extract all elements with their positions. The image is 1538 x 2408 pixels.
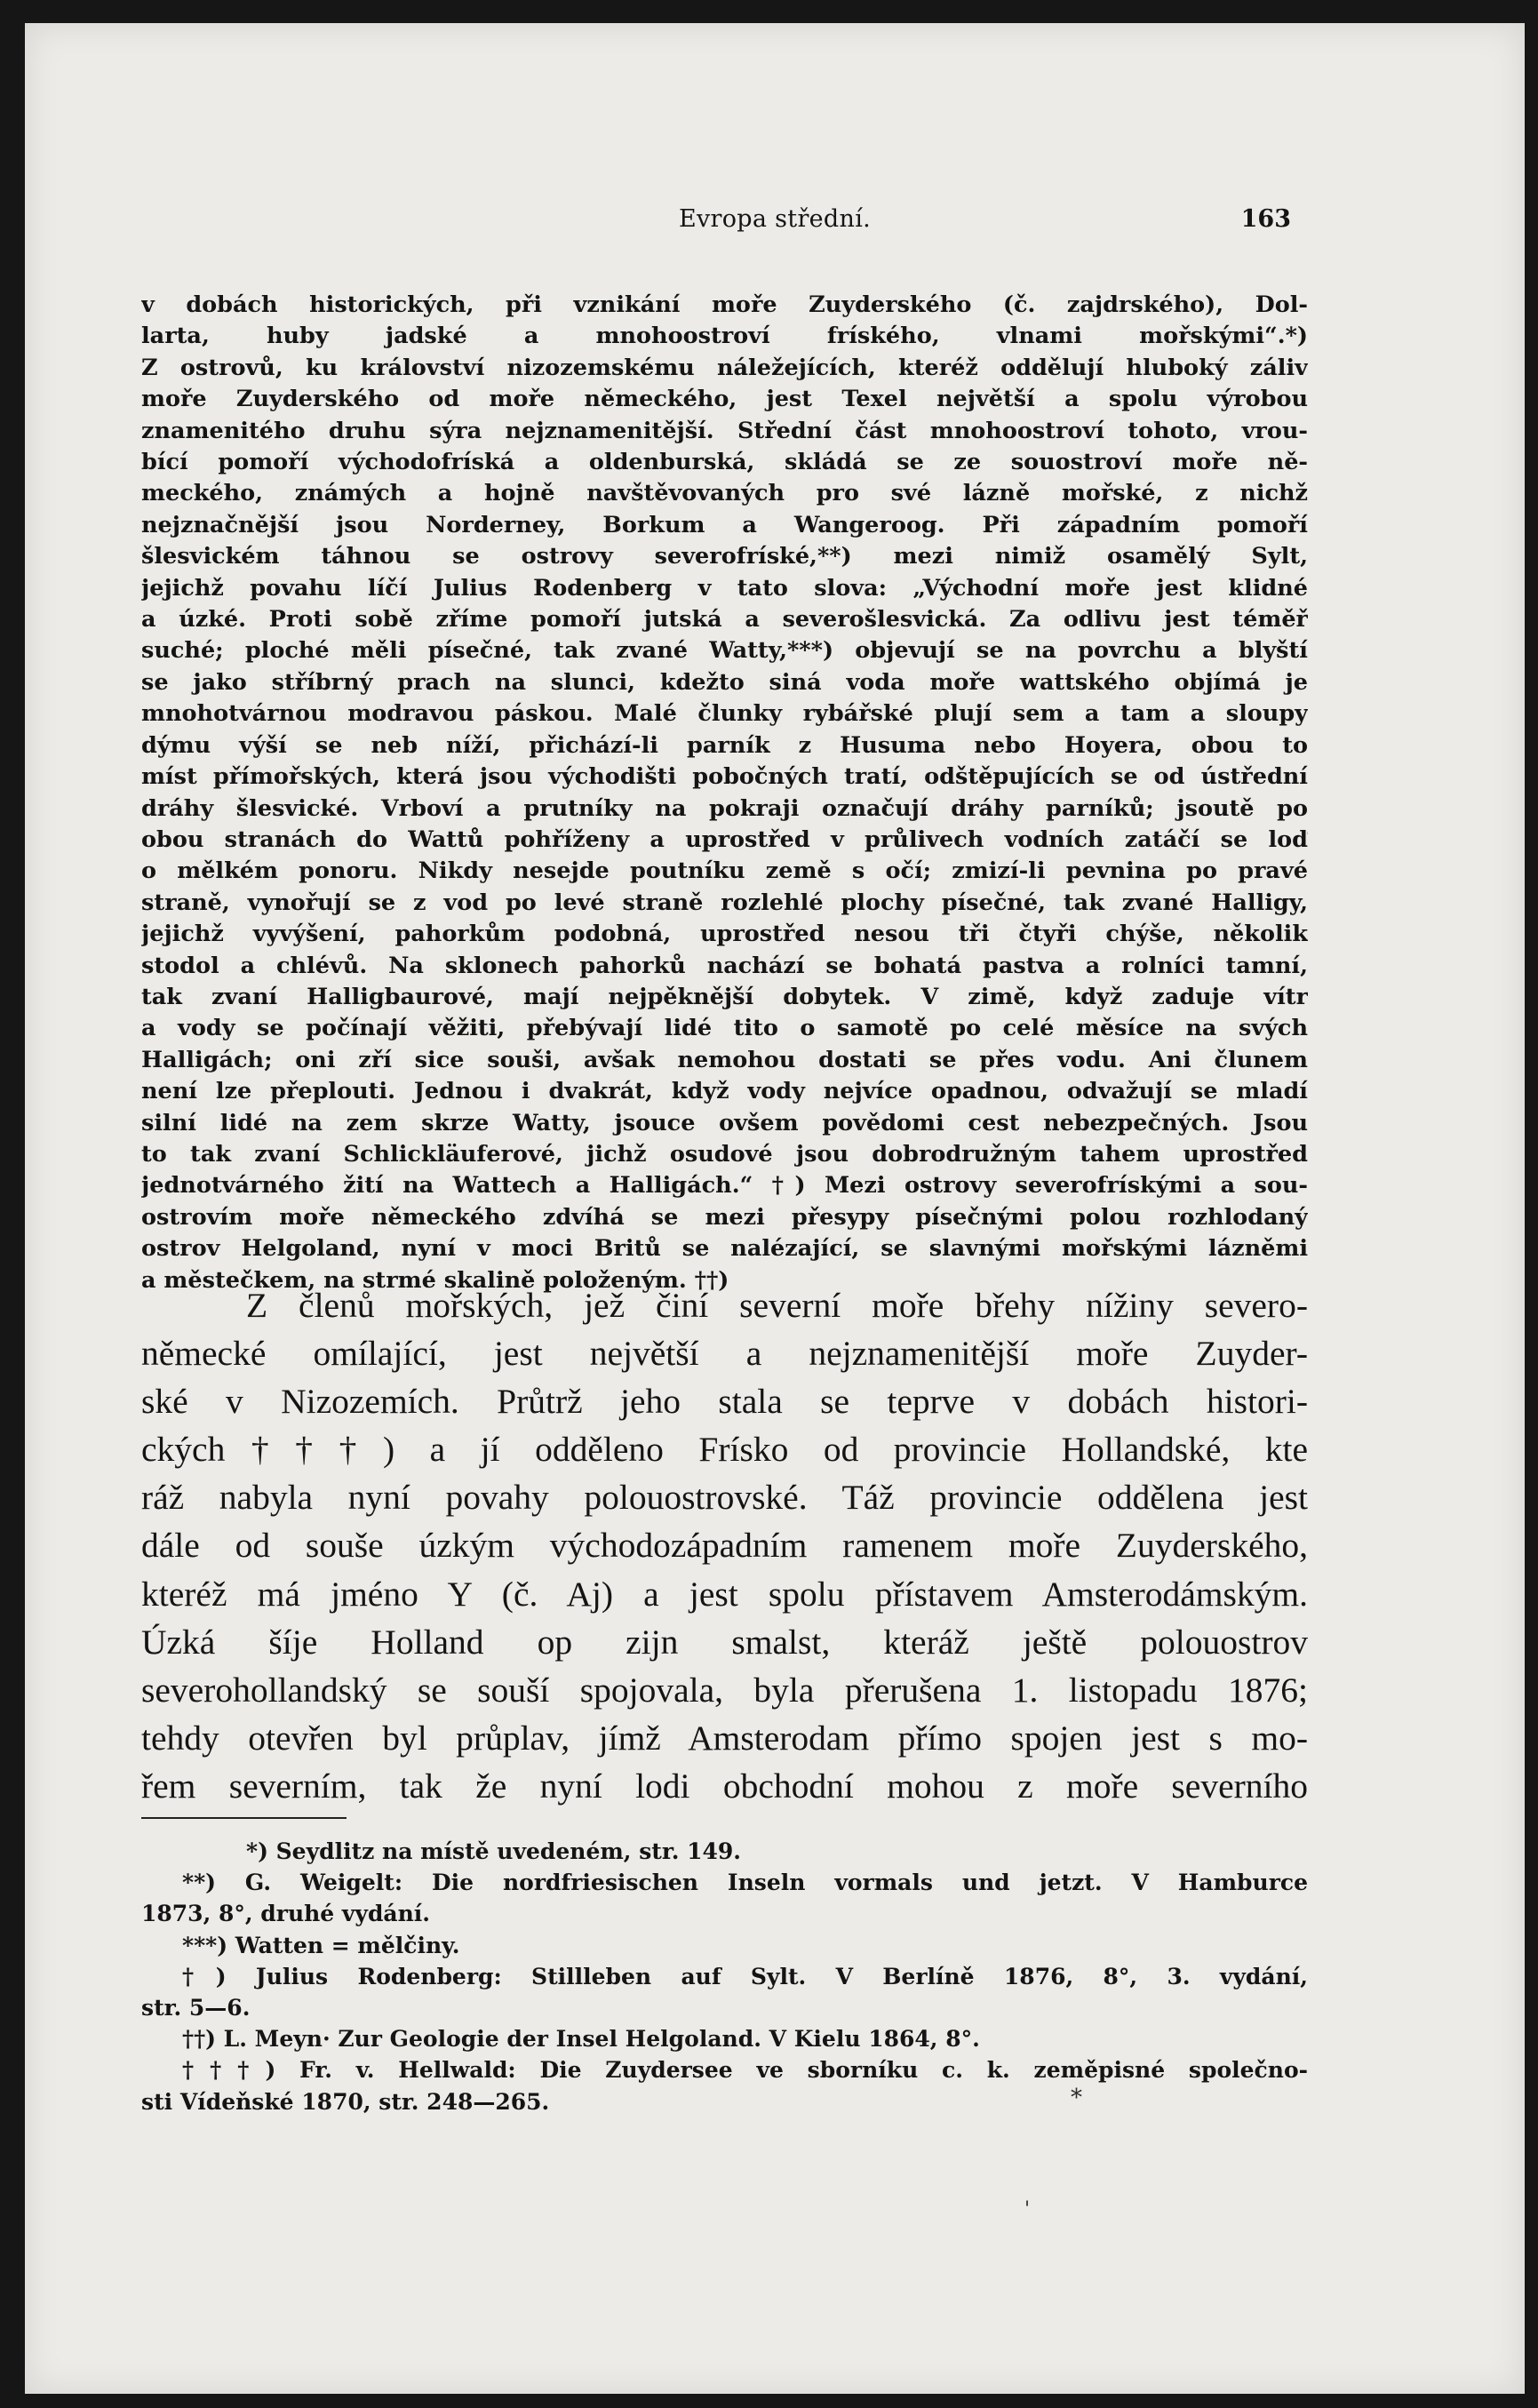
text-line: Z ostrovů, ku království nizozemskému náležejících, kteréž oddělují hluboký záliv [141,354,1308,381]
text-line: Halligách; oni zří sice souši, avšak nemohou dostati se přes vodu. Ani člunem [141,1046,1308,1073]
text-line: není lze přeplouti. Jednou i dvakrát, když vody nejvíce opadnou, odvažují se mladí [141,1078,1308,1105]
footnote-rule [141,1817,347,1819]
book-page [25,23,1525,2394]
text-line: dráhy šlesvické. Vrboví a prutníky na pokraji označují dráhy parníků; jsoutě po [141,794,1308,822]
text-line: to tak zvaní Schlickläuferové, jichž osudové jsou dobrodružným tahem uprostřed [141,1140,1308,1168]
text-line: larta, huby jadské a mnohoostroví fríského, vlnami mořskými“.*) [141,323,1308,350]
small-print-paragraph [141,290,1308,1296]
text-line: bící pomoří východofríská a oldenburská, skládá se ze souostroví moře ně- [141,449,1308,476]
text-line: ostrovím moře německého zdvíhá se mezi přesypy písečnými polou rozhlodaný [141,1203,1308,1231]
text-line: severohollandský se souší spojovala, byla přerušena 1. listopadu 1876; [141,1670,1308,1710]
footnotes [141,1836,1308,2117]
text-line: ckých†††) a jí odděleno Frísko od provincie Hollandské, kte [141,1430,1308,1470]
text-line: znamenitého druhu sýra nejznamenitější. Střední část mnohoostroví tohoto, vrou- [141,417,1308,444]
page-header [25,205,1525,241]
text-line: stodol a chlévů. Na sklonech pahorků nachází se bohatá pastva a rolníci tamní, [141,952,1308,979]
text-line: o mělkém ponoru. Nikdy nesejde poutníku země s očí; zmizí-li pevnina po pravé [141,857,1308,885]
text-line: jejichž vyvýšení, pahorkům podobná, uprostřed nesou tři čtyři chýše, několik [141,921,1308,948]
text-line: míst přímořských, která jsou východišti pobočných tratí, odštěpujících se od ústřední [141,763,1308,791]
footnote: ††) L. Meyn· Zur Geologie der Insel Helgoland. V Kielu 1864, 8°. [182,2026,980,2053]
text-line: a vody se počínají věžiti, přebývají lidé tito o samotě po celé měsíce na svých [141,1015,1308,1042]
footnote: ***) Watten = mělčiny. [182,1932,460,1958]
text-line: v dobách historických, při vznikání moře Zuyderského (č. zajdrského), Dol- [141,291,1308,318]
text-line: dále od souše úzkým východozápadním ramenem moře Zuyderského, [141,1526,1308,1566]
text-line: mnohotvárnou modravou páskou. Malé člunky rybářské plují sem a tam a sloupy [141,700,1308,728]
text-line: Z členů mořských, jež činí severní moře břehy nížiny severo- [246,1286,1308,1325]
ink-speck: ' [1024,2198,1031,2221]
text-line: jednotvárného žití na Wattech a Halligách.“ †) Mezi ostrovy severofrískými a sou- [141,1172,1308,1200]
text-line: ské v Nizozemích. Průtrž jeho stala se teprve v dobách histori- [141,1382,1308,1422]
text-line: německé omílající, jest největší a nejznamenitější moře Zuyder- [141,1334,1308,1374]
footnote-continuation: 1873, 8°, druhé vydání. [141,1901,431,1927]
text-line: tehdy otevřen byl průplav, jímž Amsterodam přímo spojen jest s mo- [141,1718,1308,1758]
text-line: dýmu výší se neb níží, přichází-li parník z Husuma nebo Hoyera, obou to [141,731,1308,759]
text-line: Úzká šíje Holland op zijn smalst, kteráž ještě polouostrov [141,1622,1308,1662]
text-line: ráž nabyla nyní povahy polouostrovské. Táž provincie oddělena jest [141,1478,1308,1518]
text-line: obou stranách do Wattů pohříženy a uprostřed v průlivech vodních zatáčí se loď [141,825,1308,853]
page-number: 163 [1240,205,1291,233]
footnote: **) G. Weigelt: Die nordfriesischen Inseln vormals und jetzt. V Hamburce [182,1870,1308,1896]
text-line: straně, vynořují se z vod po levé straně rozlehlé plochy písečné, tak zvané Halligy, [141,889,1308,916]
text-line: a úzké. Proti sobě zříme pomoří jutská a severošlesvická. Za odlivu jest téměř [141,606,1308,634]
text-line: moře Zuyderského od moře německého, jest Texel největší a spolu výrobou [141,386,1308,413]
text-line: se jako stříbrný prach na slunci, kdežto siná voda moře wattského objímá je [141,668,1308,696]
text-line: řem severním, tak že nyní lodi obchodní mohou z moře severního [141,1766,1308,1806]
text-line: silní lidé na zem skrze Watty, jsouce ovšem povědomi cest nebezpečných. Jsou [141,1109,1308,1136]
text-line: tak zvaní Halligbaurové, mají nejpěknější dobytek. V zimě, když zaduje vítr [141,983,1308,1010]
text-line: meckého, známých a hojně navštěvovaných pro své lázně mořské, z nichž [141,480,1308,507]
running-title: Evropa střední. [678,205,872,233]
footnote-continuation: str. 5—6. [141,1995,251,2021]
ink-speck: * [1071,2085,1082,2111]
text-line: jejichž povahu líčí Julius Rodenberg v tato slova: „Východní moře jest klidné [141,574,1308,602]
footnote-continuation: sti Vídeňské 1870, str. 248—265. [141,2088,550,2115]
footnote: †) Julius Rodenberg: Stillleben auf Sylt. V Berlíně 1876, 8°, 3. vydání, [182,1963,1308,1989]
text-line: ostrov Helgoland, nyní v moci Britů se nalézající, se slavnými mořskými lázněmi [141,1235,1308,1263]
footnote: †††) Fr. v. Hellwald: Die Zuydersee ve sborníku c. k. zeměpisné společno- [182,2057,1308,2084]
text-line: kteréž má jméno Y (č. Aj) a jest spolu přístavem Amsterodámským. [141,1574,1308,1614]
text-line: šlesvickém táhnou se ostrovy severofríské,**) mezi nimiž osamělý Sylt, [141,543,1308,570]
main-paragraph [141,1281,1308,1810]
text-line: a městečkem, na strmé skalině položeným. ††) [141,1266,729,1294]
text-line: suché; ploché měli písečné, tak zvané Watty,***) objevují se na povrchu a blyští [141,637,1308,665]
footnote: *) Seydlitz na místě uvedeném, str. 149. [246,1838,742,1864]
text-line: nejznačnější jsou Norderney, Borkum a Wangeroog. Při západním pomoří [141,511,1308,538]
